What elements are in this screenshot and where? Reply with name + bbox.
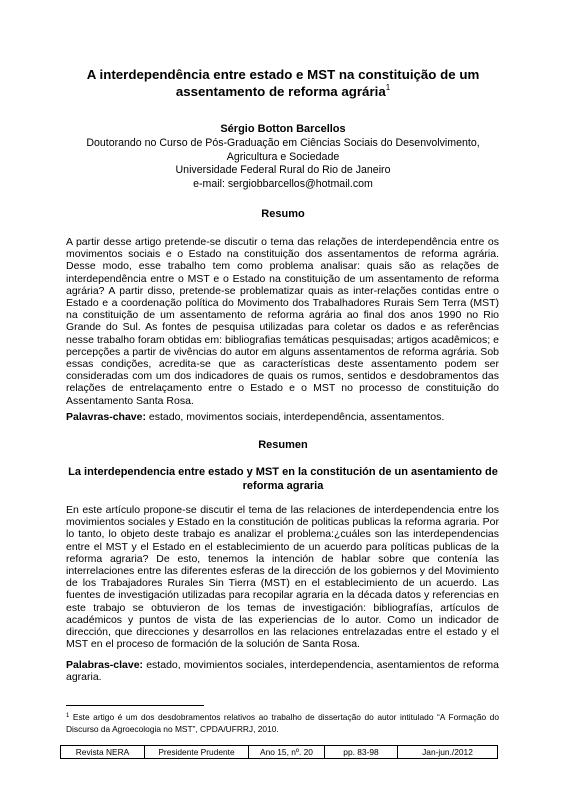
footnote-text: Este artigo é um dos desdobramentos relativos ao trabalho de dissertação do autor intitulado “A Formação do Discurso da Agroecologia no MST”, CPDA/UFRRJ, 2010. bbox=[66, 712, 499, 734]
footnote-mark: 1 bbox=[66, 713, 70, 719]
resumo-keywords-label: Palavras-chave: bbox=[66, 411, 146, 423]
footer-period: Jan-jun./2012 bbox=[398, 746, 498, 759]
resumen-keywords bbox=[66, 659, 499, 683]
article-title bbox=[60, 66, 506, 100]
author-block bbox=[60, 123, 506, 191]
footer-city: Presidente Prudente bbox=[145, 746, 249, 759]
resumo-keywords bbox=[66, 411, 499, 423]
title-line-2: assentamento de reforma agrária bbox=[175, 84, 386, 99]
author-email: e-mail: sergiobbarcellos@hotmail.com bbox=[193, 177, 373, 190]
footnote-divider bbox=[66, 705, 204, 706]
resumen-title: La interdependencia entre estado y MST en la constitución de un asentamiento de reforma agraria bbox=[68, 466, 498, 492]
footer-volume: Ano 15, nº. 20 bbox=[249, 746, 325, 759]
resumen-keywords-label: Palabras-clave: bbox=[66, 659, 144, 671]
affiliation-line: Agricultura e Sociedade bbox=[226, 150, 340, 163]
footnote bbox=[66, 711, 499, 735]
resumo-keywords-text: estado, movimentos sociais, interdependência, assentamentos. bbox=[145, 411, 445, 423]
resumo-body: A partir desse artigo pretende-se discutir o tema das relações de interdependência entre os movimentos sociais e o Estado na constituição dos assentamentos de reforma agrária. Desse modo, esse trabalho tem como problema analisar: quais são as relações de interdependência entre o MST e o Estado na constituição de um assentamento de reforma agrária? A partir disso, pretende-se problematizar quais as inter-relações contidas entre o Estado e a coordenação política do Movimento dos Trabalhadores Rurais Sem Terra (MST) na constituição de um assentamento de reforma agrária ao final dos anos 1990 no Rio Grande do Sul. As fontes de pesquisa utilizadas para coletar os dados e as referências nesse trabalho foram obtidas em: bibliografias temáticas pesquisadas; artigos acadêmicos; e percepções a partir de vivências do autor em alguns assentamentos de reforma agrária. Sob essas condições, acredita-se que as características deste assentamento podem ser consideradas com um dos indicadores de quais os rumos, sentidos e desdobramentos das relações de entrelaçamento entre o Estado e o MST no processo de constituição do Assentamento Santa Rosa. bbox=[66, 236, 499, 407]
resumo-heading: Resumo bbox=[261, 208, 305, 220]
resumen-heading: Resumen bbox=[258, 439, 308, 451]
footer-pages: pp. 83-98 bbox=[325, 746, 398, 759]
journal-footer bbox=[60, 745, 498, 759]
footer-journal: Revista NERA bbox=[61, 746, 145, 759]
author-name: Sérgio Botton Barcellos bbox=[220, 123, 346, 135]
resumen-body: En este artículo propone-se discutir el tema de las relaciones de interdependencia entre los movimientos sociales y Estado en la constitución de politicas publicas la reforma agraria. Por lo tanto, lo objeto deste trabajo es analizar el problema:¿cuáles son las interdependencias entre el MST y el Estado en el establecimiento de un acuerdo para políticas publicas de la reforma agraria? De esto, tenemos la intención de hablar sobre que contenía las interrelaciones entre las diferentes esferas de la dirección de los gobiernos y del Movimiento de los Trabajadores Rurales Sin Tierra (MST) en el establecimiento de un acuerdo. Las fuentes de investigación utilizadas para recopilar agraria en la década datos y referencias en este trabajo se obtuvieron de los temas de investigación: bibliografías, artículos de académicos y puntos de vista de las experiencias de lo autor. Como un indicador de dirección, que direcciones y desarrollos en las relaciones entrelazadas entre el estado y el MST en el proceso de formación de la solución de Santa Rosa. bbox=[66, 504, 499, 651]
affiliation-line: Universidade Federal Rural do Rio de Janeiro bbox=[175, 164, 391, 177]
affiliation-line: Doutorando no Curso de Pós-Graduação em Ciências Sociais do Desenvolvimento, bbox=[86, 137, 480, 150]
title-footnote-mark: 1 bbox=[385, 83, 391, 92]
title-line-1: A interdependência entre estado e MST na constituição de um bbox=[86, 67, 480, 82]
resumen-keywords-text: estado, movimientos sociales, interdependencia, asentamientos de reforma agraria. bbox=[66, 659, 499, 684]
